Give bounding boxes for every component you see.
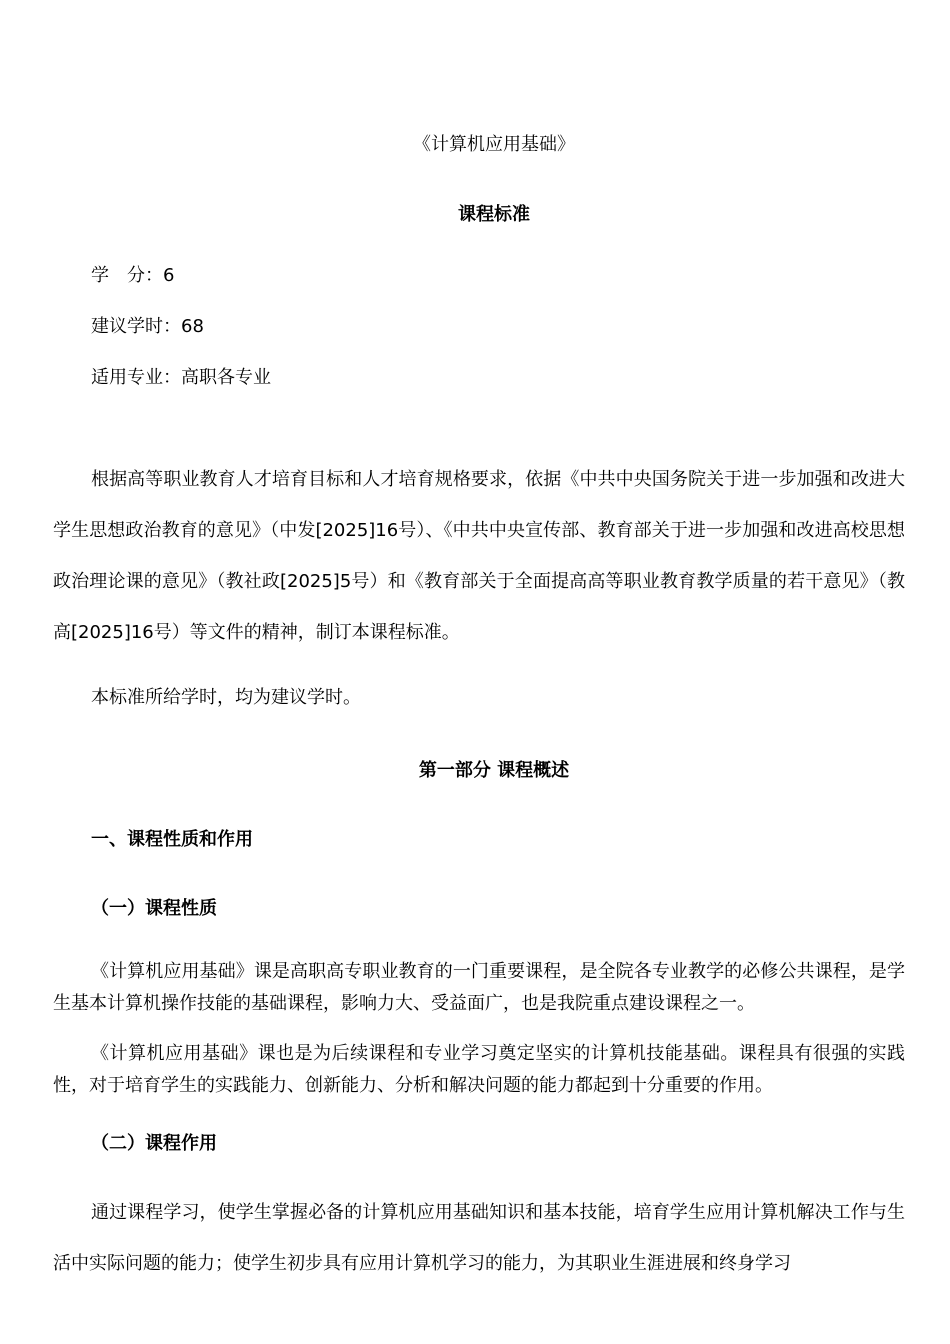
major-label: 适用专业：: [91, 367, 181, 388]
hours-line: [91, 315, 204, 339]
major-line: [91, 366, 271, 390]
part1-title: 第一部分 课程概述: [418, 760, 570, 781]
credit-value: 6: [163, 265, 175, 286]
hours-label: 建议学时：: [91, 316, 181, 337]
document-subtitle: 课程标准: [458, 204, 530, 225]
credit-line: [91, 264, 174, 288]
section1-heading: 一、课程性质和作用: [91, 829, 253, 850]
course-nature-paragraph-2: 《计算机应用基础》课也是为后续课程和专业学习奠定坚实的计算机技能基础。课程具有很强的实践性，对于培育学生的实践能力、创新能力、分析和解决问题的能力都起到十分重要的作用。: [53, 1043, 905, 1096]
document-title: 《计算机应用基础》: [413, 134, 575, 155]
major-value: 高职各专业: [181, 367, 271, 388]
intro-paragraph: 根据高等职业教育人才培育目标和人才培育规格要求，依据《中共中央国务院关于进一步加强和改进大学生思想政治教育的意见》（中发[2025]16号）、《中共中央宣传部、教育部关于进一步加强和改进高校思想政治理论课的意见》（教社政[2025]5号）和《教育部关于全面提高高等职业教育教学质量的若干意见》（教高[2025]16号）等文件的精神，制订本课程标准。: [53, 469, 905, 643]
credit-label: 学 分：: [91, 265, 163, 286]
course-role-paragraph: 通过课程学习，使学生掌握必备的计算机应用基础知识和基本技能，培育学生应用计算机解决工作与生活中实际问题的能力；使学生初步具有应用计算机学习的能力，为其职业生涯进展和终身学习: [53, 1202, 905, 1274]
hours-value: 68: [181, 316, 204, 337]
course-nature-paragraph-1: 《计算机应用基础》课是高职高专职业教育的一门重要课程，是全院各专业教学的必修公共课程，是学生基本计算机操作技能的基础课程，影响力大、受益面广，也是我院重点建设课程之一。: [53, 961, 905, 1014]
intro-note-paragraph: 本标准所给学时，均为建议学时。: [91, 687, 361, 708]
sub2-heading: （二）课程作用: [91, 1133, 217, 1154]
sub1-heading: （一）课程性质: [91, 898, 217, 919]
